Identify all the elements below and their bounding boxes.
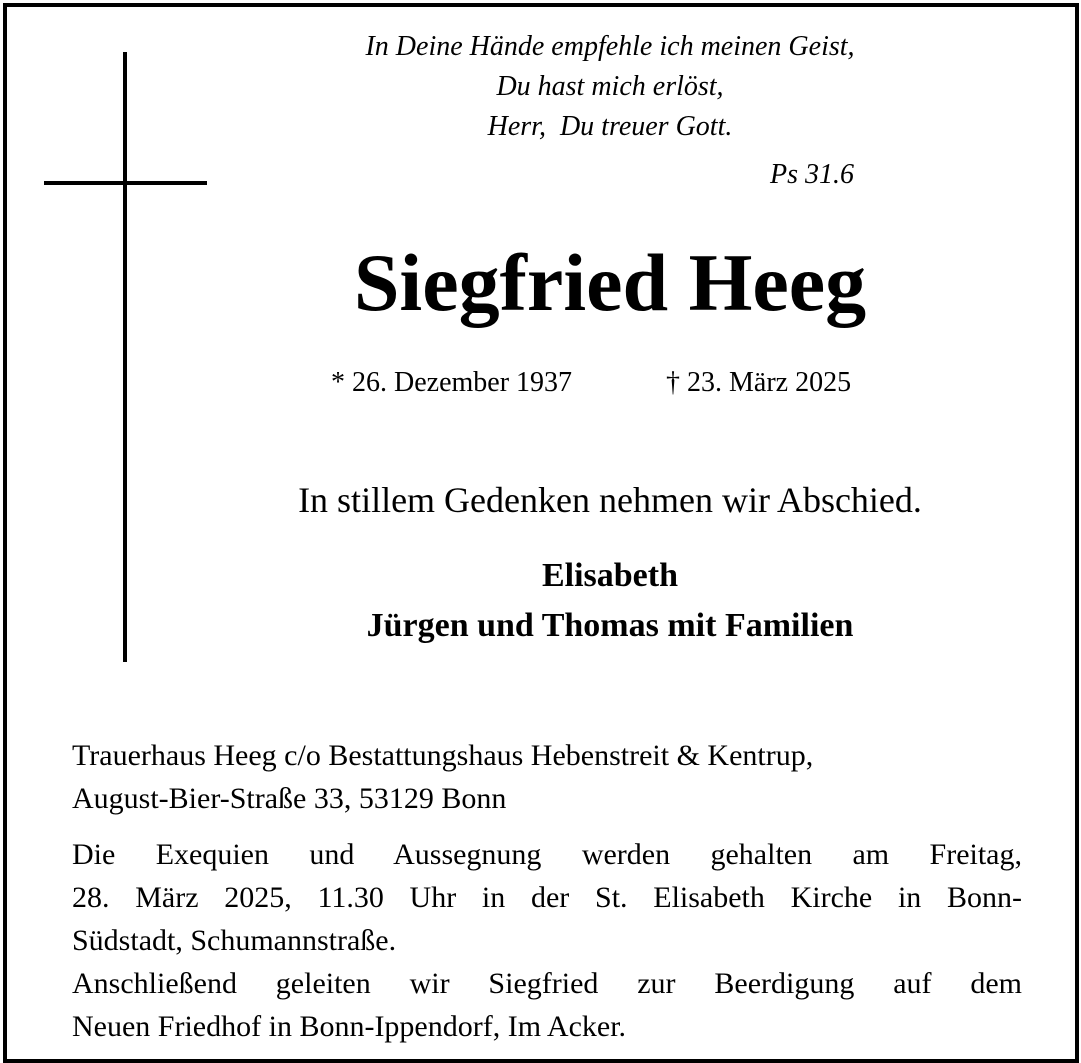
address-line-1: Trauerhaus Heeg c/o Bestattungshaus Hebenstreit & Kentrup, (72, 739, 814, 772)
mourner-name: Elisabeth (541, 557, 679, 594)
verse-reference: Ps 31.6 (770, 159, 854, 190)
ceremony-line-5: Neuen Friedhof in Bonn-Ippendorf, Im Acker. (72, 1010, 627, 1043)
ceremony-details (72, 833, 1022, 1048)
verse-line-2: Du hast mich erlöst, (496, 71, 724, 102)
birth-date: * 26. Dezember 1937 (331, 367, 573, 398)
cross-horizontal-beam (44, 181, 207, 185)
verse-line-3: Herr, Du treuer Gott. (487, 111, 733, 142)
address-line-2: August-Bier-Straße 33, 53129 Bonn (72, 782, 507, 815)
deceased-name: Siegfried Heeg (353, 237, 867, 328)
verse-line-1: In Deine Hände empfehle ich meinen Geist, (365, 31, 855, 62)
ceremony-line-2: 28. März 2025, 11.30 Uhr in der St. Elisabeth Kirche in Bonn- (72, 881, 1022, 914)
mourning-house-address (72, 734, 1022, 820)
ceremony-line-4: Anschließend geleiten wir Siegfried zur Beerdigung auf dem (72, 967, 1022, 1000)
farewell-text: In stillem Gedenken nehmen wir Abschied. (298, 480, 922, 520)
cross-vertical-beam (123, 52, 127, 662)
ceremony-line-3: Südstadt, Schumannstraße. (72, 924, 397, 957)
mourner-family: Jürgen und Thomas mit Familien (366, 607, 854, 644)
ceremony-line-1: Die Exequien und Aussegnung werden gehalten am Freitag, (72, 838, 1022, 871)
death-date: † 23. März 2025 (666, 367, 852, 398)
